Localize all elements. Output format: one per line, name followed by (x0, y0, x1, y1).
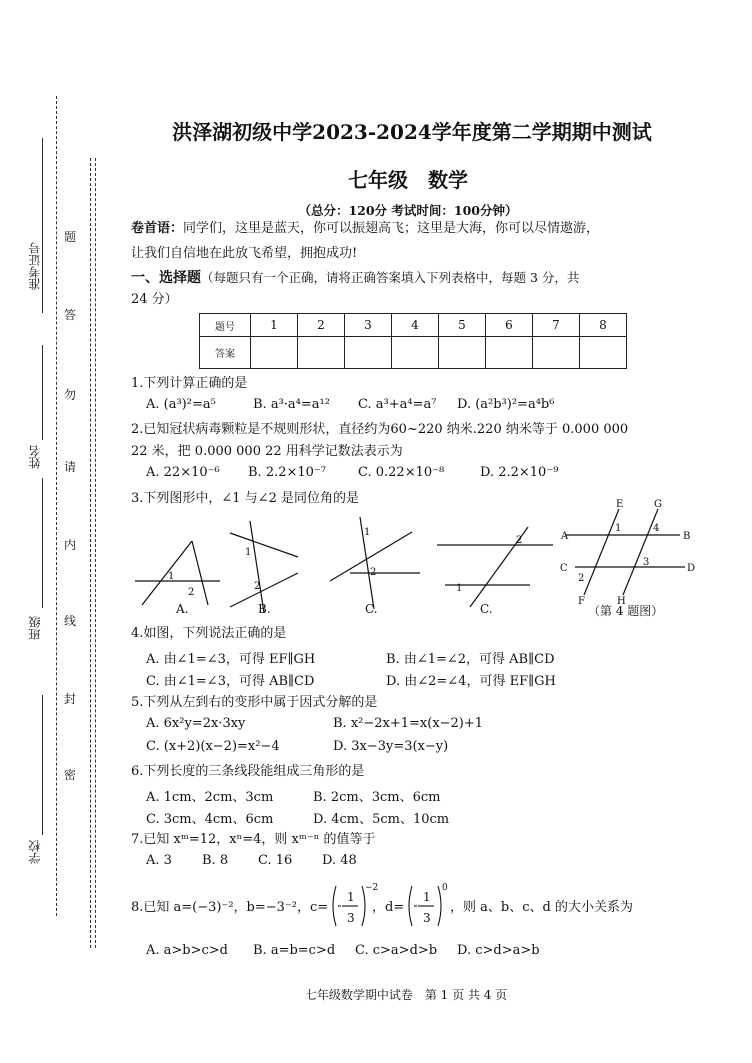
answer-cell[interactable] (251, 337, 298, 369)
q5-stem: 5.下列从左到右的变形中属于因式分解的是 (131, 695, 378, 710)
question-number-cell: 1 (251, 314, 298, 337)
q5-option-b: B. x²−2x+1=x(x−2)+1 (333, 716, 484, 731)
field-name-line[interactable] (42, 345, 43, 440)
preface-line-1 (131, 219, 599, 239)
q8-option-d: D. c>d>a>b (457, 943, 540, 958)
fig4-angle-4: 4 (653, 523, 660, 534)
q6-option-d: D. 4cm、5cm、10cm (313, 812, 450, 827)
seal-double-line (90, 158, 96, 948)
q3-label-a: A. (176, 602, 189, 616)
seal-char: 封 (64, 692, 77, 706)
fig-a-angle-2: 2 (188, 587, 195, 598)
q7-stem: 7.已知 xᵐ=12，xⁿ=4，则 xᵐ⁻ⁿ 的值等于 (131, 832, 376, 847)
q2-option-b: B. 2.2×10⁻⁷ (248, 465, 326, 480)
fig4-label-f: F (578, 596, 585, 607)
q8-fraction-d (404, 880, 450, 932)
field-class-line[interactable] (42, 478, 43, 608)
seal-char: 线 (64, 614, 77, 628)
answer-cell[interactable] (439, 337, 486, 369)
question-number-cell: 3 (345, 314, 392, 337)
table-header-label: 题号 (200, 314, 251, 337)
q2-stem-2: 22 米，把 0.000 000 22 用科学记数法表示为 (131, 444, 403, 459)
q2-stem-1: 2.已知冠状病毒颗粒是不规则形状，直径约为60~220 纳米.220 纳米等于 0.000 000 (131, 422, 629, 437)
q7-option-a: A. 3 (146, 853, 172, 868)
q8-stem-mid: ，d= (372, 900, 405, 915)
answer-table-header-row (200, 314, 627, 337)
answer-cell[interactable] (486, 337, 533, 369)
q7-option-d: D. 48 (322, 853, 357, 868)
q5-option-a: A. 6x²y=2x·3xy (146, 716, 246, 731)
svg-text:3: 3 (423, 911, 431, 925)
fig4-label-g: G (654, 499, 662, 510)
q8-option-c: C. c>a>d>b (355, 943, 438, 958)
question-number-cell: 5 (439, 314, 486, 337)
answer-cell[interactable] (345, 337, 392, 369)
q4-stem: 4.如图，下列说法正确的是 (131, 626, 287, 641)
answer-table-answer-row (200, 337, 627, 369)
preface-line-2: 让我们自信地在此放飞希望，拥抱成功! (131, 246, 358, 261)
q4-option-d: D. 由∠2=∠4，可得 EF∥GH (386, 674, 556, 689)
section-1-heading (131, 268, 579, 289)
fig4-angle-1: 1 (615, 523, 622, 534)
q7-option-c: C. 16 (258, 853, 293, 868)
fig-c2-angle-1: 1 (456, 583, 463, 594)
preface-text-1: 同学们，这里是蓝天，你可以振翅高飞；这里是大海，你可以尽情遨游， (183, 221, 600, 236)
fig4-caption: （第 4 题图） (588, 604, 664, 618)
q8-stem-suffix: ，则 a、b、c、d 的大小关系为 (450, 900, 633, 915)
q6-stem: 6.下列长度的三条线段能组成三角形的是 (131, 764, 365, 779)
seal-char: 勿 (64, 388, 77, 402)
question-number-cell: 8 (580, 314, 627, 337)
answer-cell[interactable] (298, 337, 345, 369)
svg-text:3: 3 (347, 911, 355, 925)
fig-a-angle-1: 1 (168, 571, 175, 582)
seal-char: 请 (64, 460, 77, 474)
fig4-angle-2: 2 (578, 573, 585, 584)
answer-cell[interactable] (533, 337, 580, 369)
q8-fraction-c (328, 880, 379, 932)
fig-c2-angle-2: 2 (516, 535, 523, 546)
exam-title: 洪泽湖初级中学2023-2024学年度第二学期期中测试 (172, 120, 652, 144)
seal-char: 内 (64, 538, 77, 552)
seal-char: 答 (64, 308, 77, 322)
exam-meta: （总分：120分 考试时间：100分钟） (298, 203, 518, 218)
q6-option-b: B. 2cm、3cm、6cm (313, 790, 441, 805)
q2-option-c: C. 0.22×10⁻⁸ (358, 465, 445, 480)
q3-label-b: B. (258, 602, 271, 616)
exam-subtitle: 七年级 数学 (348, 168, 468, 192)
q2-option-d: D. 2.2×10⁻⁹ (480, 465, 559, 480)
question-number-cell: 2 (298, 314, 345, 337)
q3-stem: 3.下列图形中，∠1 与∠2 是同位角的是 (131, 491, 359, 506)
fig4-label-b: B (683, 531, 691, 542)
q2-option-a: A. 22×10⁻⁶ (146, 465, 220, 480)
q4-option-a: A. 由∠1=∠3，可得 EF∥GH (146, 652, 316, 667)
q1-option-b: B. a³·a⁴=a¹² (253, 397, 330, 412)
table-answer-label: 答案 (200, 337, 251, 369)
section-1-instruction: （每题只有一个正确，请将正确答案填入下列表格中，每题 3 分，共 (201, 270, 580, 285)
section-1-title: 一、选择题 (131, 270, 201, 286)
answer-cell[interactable] (392, 337, 439, 369)
fig4-angle-3: 3 (643, 557, 650, 568)
answer-table (199, 313, 627, 369)
q4-option-b: B. 由∠1=∠2，可得 AB∥CD (386, 652, 555, 667)
question-number-cell: 4 (392, 314, 439, 337)
field-class-label: 班级 (28, 616, 42, 640)
answer-cell[interactable] (580, 337, 627, 369)
seal-char: 题 (64, 230, 77, 244)
field-exam-number-label: 准考证号 (28, 242, 42, 290)
q1-option-c: C. a³+a⁴=a⁷ (358, 397, 437, 412)
q5-option-c: C. (x+2)(x−2)=x²−4 (146, 739, 280, 754)
binding-dashed-line (56, 96, 57, 916)
field-name-label: 姓名 (28, 445, 42, 469)
fig-c1-angle-2: 2 (370, 567, 377, 578)
page-footer: 七年级数学期中试卷 第 1 页 共 4 页 (304, 988, 508, 1002)
fig4-label-e: E (616, 499, 624, 510)
fig4-label-h: H (617, 596, 626, 607)
section-1-instruction-2: 24 分） (131, 292, 178, 307)
field-school-label: 学校 (28, 840, 42, 864)
svg-text:0: 0 (442, 883, 448, 893)
q1-option-d: D. (a²b³)²=a⁴b⁶ (457, 397, 555, 412)
q8-option-a: A. a>b>c>d (146, 943, 229, 958)
fig-b-angle-1: 1 (245, 547, 252, 558)
svg-text:1: 1 (347, 890, 355, 904)
fig4-label-d: D (687, 563, 696, 574)
fig4-label-a: A (561, 531, 569, 542)
seal-char: 密 (64, 768, 77, 782)
svg-text:−2: −2 (365, 883, 379, 893)
q8-option-b: B. a=b=c>d (253, 943, 336, 958)
fig-c1-angle-1: 1 (364, 527, 371, 538)
q4-option-c: C. 由∠1=∠3，可得 AB∥CD (146, 674, 315, 689)
question-number-cell: 7 (533, 314, 580, 337)
fig-b-angle-2: 2 (254, 581, 261, 592)
q1-option-a: A. (a³)²=a⁵ (146, 397, 216, 412)
q8-stem-prefix: 8.已知 a=(−3)⁻²，b=−3⁻²，c= (131, 900, 329, 915)
q5-option-d: D. 3x−3y=3(x−y) (333, 739, 449, 754)
q3-label-c: C. (365, 602, 378, 616)
q3-label-d: C. (480, 602, 493, 616)
field-school-line[interactable] (42, 695, 43, 835)
q7-option-b: B. 8 (202, 853, 229, 868)
q6-option-c: C. 3cm、4cm、6cm (146, 812, 274, 827)
q1-stem: 1.下列计算正确的是 (131, 376, 248, 391)
fig4-label-c: C (560, 563, 568, 574)
question-number-cell: 6 (486, 314, 533, 337)
preface-label: 卷首语： (131, 221, 184, 236)
q6-option-a: A. 1cm、2cm、3cm (146, 790, 274, 805)
svg-text:1: 1 (423, 890, 431, 904)
